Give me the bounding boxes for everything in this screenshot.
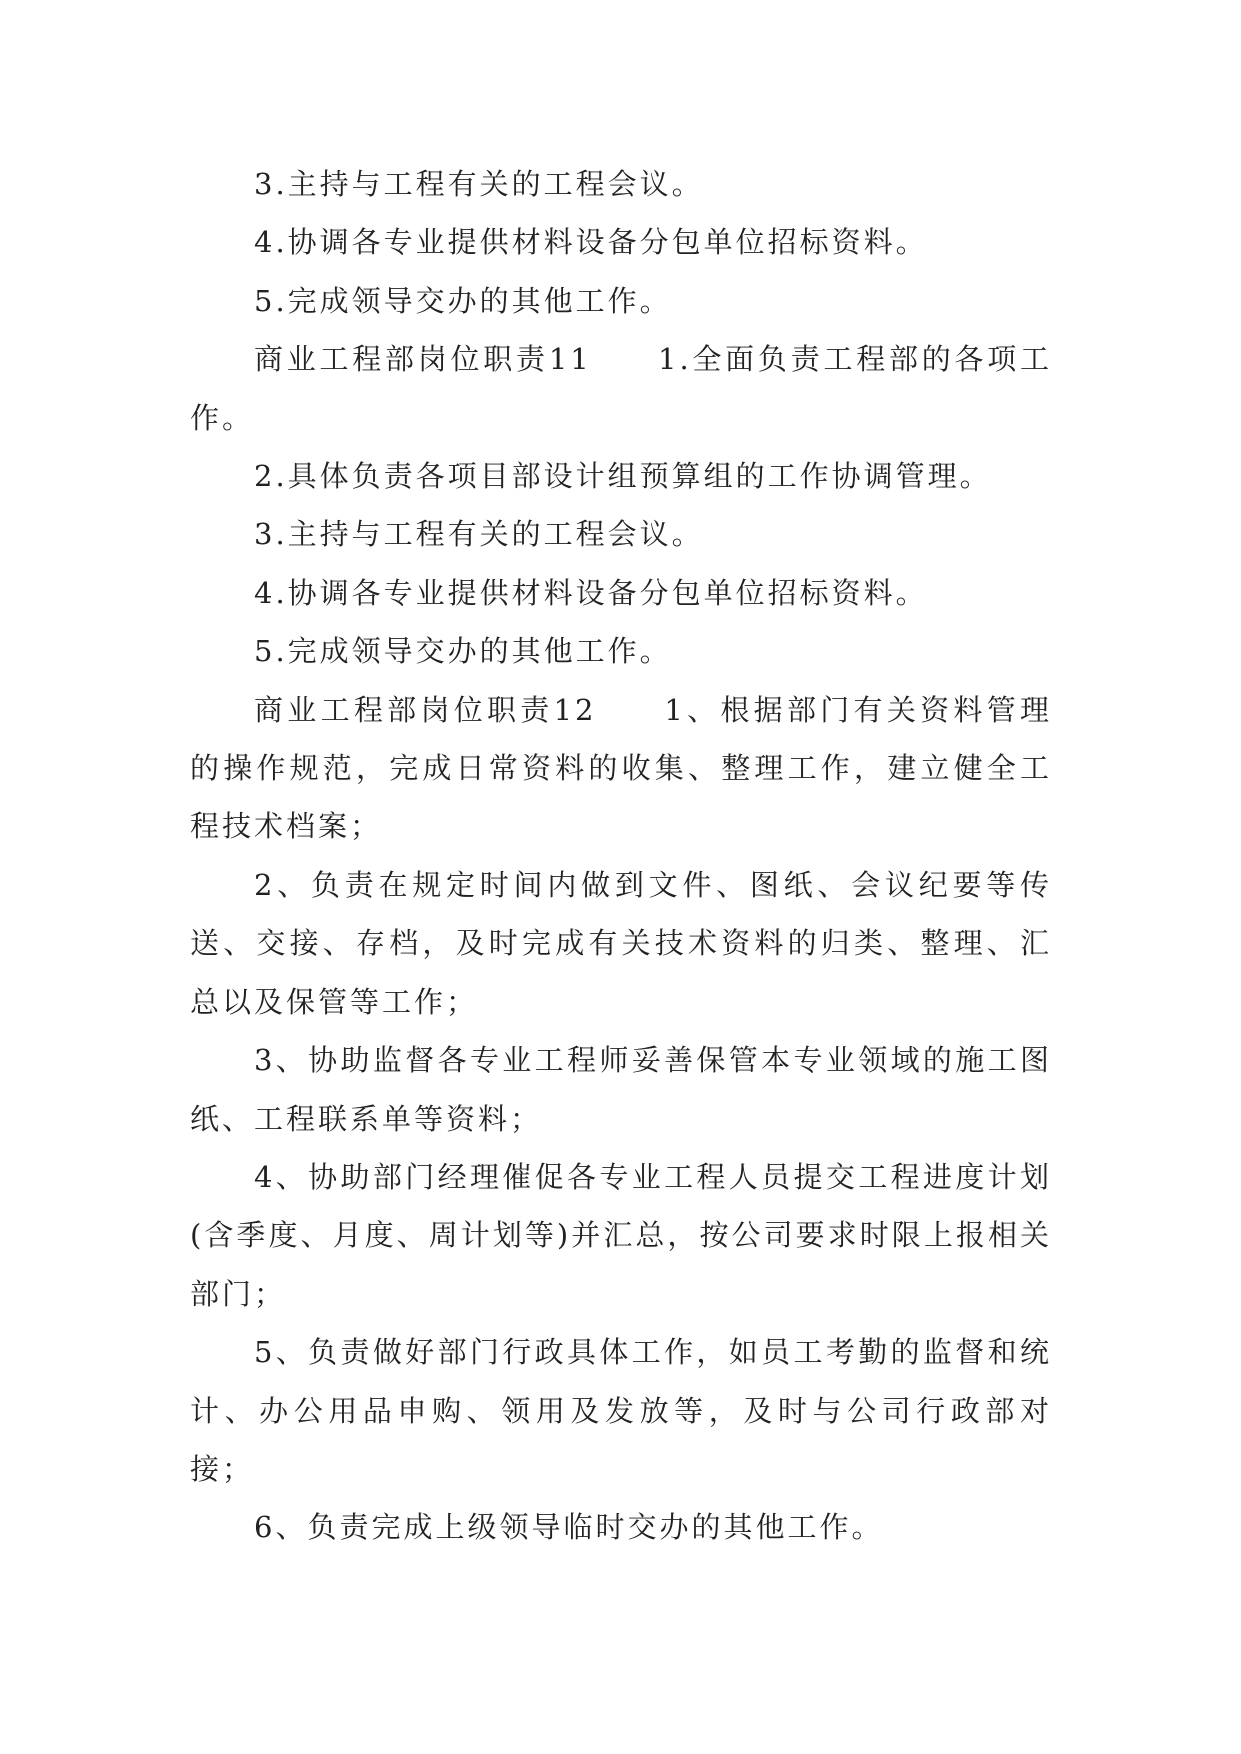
paragraph: 4.协调各专业提供材料设备分包单位招标资料。	[254, 575, 928, 610]
paragraph: 5.完成领导交办的其他工作。	[254, 634, 672, 669]
paragraph: 商业工程部岗位职责12 1、根据部门有关资料管理的操作规范，完成日常资料的收集、整理工作，建立健全工程技术档案；	[190, 692, 1052, 844]
paragraph: 3.主持与工程有关的工程会议。	[254, 517, 704, 552]
paragraph: 3.主持与工程有关的工程会议。	[254, 167, 704, 201]
paragraph: 4、协助部门经理催促各专业工程人员提交工程进度计划(含季度、月度、周计划等)并汇总，按公司要求时限上报相关部门；	[190, 1159, 1052, 1311]
paragraph: 4.协调各专业提供材料设备分包单位招标资料。	[254, 225, 928, 260]
paragraph: 商业工程部岗位职责11 1.全面负责工程部的各项工作。	[190, 342, 1052, 435]
paragraph: 5.完成领导交办的其他工作。	[254, 283, 672, 318]
paragraph: 6、负责完成上级领导临时交办的其他工作。	[254, 1510, 884, 1545]
paragraph: 5、负责做好部门行政具体工作，如员工考勤的监督和统计、办公用品申购、领用及发放等，及时与公司行政部对接；	[190, 1335, 1052, 1486]
document-body	[190, 155, 1052, 1557]
paragraph: 2.具体负责各项目部设计组预算组的工作协调管理。	[254, 459, 992, 494]
paragraph: 3、协助监督各专业工程师妥善保管本专业领域的施工图纸、工程联系单等资料；	[190, 1043, 1052, 1136]
paragraph: 2、负责在规定时间内做到文件、图纸、会议纪要等传送、交接、存档，及时完成有关技术资料的归类、整理、汇总以及保管等工作；	[190, 867, 1052, 1019]
